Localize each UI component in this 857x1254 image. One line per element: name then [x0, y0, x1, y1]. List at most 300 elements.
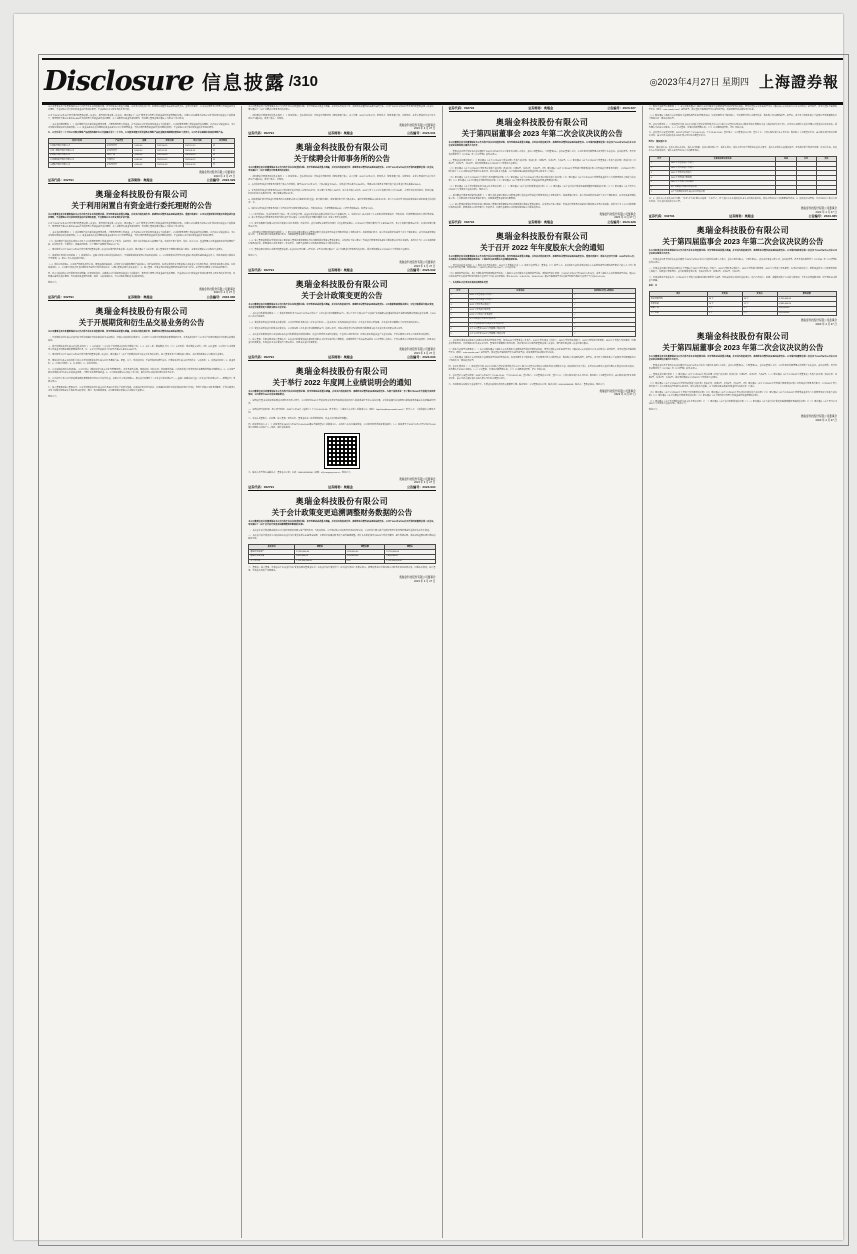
content-columns	[42, 106, 843, 1238]
body-text: 二、本次会计估计变更对公司的影响本次会计估计变更采用未来适用法处理，无需对已披露的财务报告进行追溯调整。预计本次变更将增加2023年度折旧费用，减少利润总额，具体影响金额以审计确认的数据为准。	[248, 535, 436, 541]
body-text: （二）独立董事的事前认可情况和独立意见独立董事经事前审阅认可后同意将该议案提交董事会审议，并发表如下独立意见：容诚会计师事务所具备证券期货相关业务执业资格，具有多年为上市公司提供审计服务的经验，能够满足公司财务审计工作的要求，续聘不会损害公司及股东特别是中小股东的利益。	[248, 240, 436, 246]
signature-date: 2023 年 4 月 27 日	[815, 418, 837, 422]
body-text: （三）审议通过《关于公司2022年度财务决算报告的议案》表决结果：同意9票，反对0票，弃权0票。（四）审议通过《关于公司2022年度利润分配预案的议案》经容诚会计师事务所审计，公司2022年度实现归属于上市公司股东的净利润为人民币元，拟以总股本为基数，向全体股东每10股派发现金红利人民币元（含税）。	[448, 168, 636, 174]
signature-block	[248, 124, 435, 131]
body-text: 五、公告日前十二个月内公司购买理财产品的情况截至本公告披露日前十二个月内，公司使用闲置自有资金购买理财产品的金额及到期赎回情况如下表所示，公司不存在逾期未收回的理财产品。	[48, 132, 225, 135]
table-cell: 2023-07-09	[184, 163, 212, 168]
table-header-cell: 非累积投票议案名称	[669, 156, 776, 161]
body-text: 三、股东大会投票注意事项（一）本公司股东通过上海证券交易所股东大会网络投票系统行使表决权的，既可以登陆交易系统投票平台（通过指定交易的证券公司交易终端）进行投票，也可以登陆互联网投票平台（网址：vote.sseinfo.com）进行投票。首次登陆互联网投票平台进行投票的，投资者需要完成股东身份认证。	[448, 348, 636, 354]
doc2-title: 关于开展期货和衍生品交易业务的公告	[78, 317, 205, 327]
table-cell: 7	[649, 190, 669, 195]
table-cell: 2022-09-20	[156, 153, 184, 158]
body-text: （三）审计收费审计收费定价原则为根据公司业务规模、所处行业、会计处理复杂程度以及审计工作量等因素确定。公司2022年度审计费用合计人民币80万元，其中年报审计费用60万元，内部控制审计费用20万元。	[248, 222, 436, 228]
table-cell: √	[573, 293, 636, 298]
body-text: （二）股东通过上海证券交易所股东大会网络投票系统行使表决权，如果其拥有多个股东账户，可以使用持有公司股票的任一股东账户参加网络投票。投票后，视为其全部股东账户下的相同类别普通股均已分别投出同一意见的表决票。	[448, 357, 636, 363]
signature-date: 2023 年 4 月 27 日	[815, 210, 837, 214]
body-text: 5、诚信记录容诚会计师事务所近三年因执业行为受到刑事处罚0次、行政处罚2次、监督管理措施10次、自律监管措施0次、纪律处分0次。	[248, 207, 375, 210]
doc1-code-line	[48, 178, 235, 184]
table-cell: 2022-10-12	[156, 158, 184, 163]
body-text: 二、拟续聘会计师事务所履行的程序（一）审计委员会审议意见公司董事会审计委员会对容诚会计师事务所的专业胜任能力、投资者保护能力、独立性和诚信状况进行了充分了解和审查，认为其具备足够的独立性、专业胜任能力及投资者保护能力，同意提请董事会审议续聘事项。	[448, 194, 636, 200]
security-code: 证券代码：002791	[248, 355, 275, 360]
table-cell: √	[573, 312, 636, 317]
body-text: 一、本次委托理财概况（一）委托理财目的为提高资金使用效率，合理利用闲置自有资金，在不影响公司正常经营及资金安全的前提下，公司拟使用闲置自有资金进行委托理财，以增加公司资金收益，为公司及股东谋取较好的投资回报。（二）资金来源本次委托理财的资金来源为公司自有闲置资金，不存在使用募集资金进行委托理财的情形，不会影响公司日常经营资金的正常周转需要。	[48, 123, 236, 129]
body-text: 本公司董事会及全体董事保证本公告内容不存在任何虚假记载、误导性陈述或者重大遗漏，并对其内容的真实性、准确性和完整性依法承担法律责任。重要内容提示：公司本次使用部分闲置自有资金进行委托理财，不会影响公司日常经营资金的正常周转需要，不会影响公司主营业务的正常开展。	[48, 214, 236, 220]
announcement-number: 公告编号：2023-031	[406, 130, 436, 135]
security-name: 证券简称：奥瑞金	[328, 268, 353, 273]
body-text: 本公司董事会及全体董事保证本公告内容不存在任何虚假记载、误导性陈述或者重大遗漏，并对其内容的真实性、准确性和完整性依法承担法律责任。重要内容提示：股东大会召开日期：2023年5月19日；本次股东大会采用的网络投票系统：上海证券交易所股东大会网络投票系统。	[448, 255, 636, 261]
paper-sheet	[14, 14, 843, 1240]
body-text: （十）审议通过《关于开展期货和衍生品交易业务的议案》（十一）审议通过《关于会计政策变更的议案》（十二）审议通过《关于会计估计变更及追溯调整财务数据的议案》（十三）审议通过《关于召开公司2022年年度股东大会的议案》。特此公告。	[448, 186, 636, 191]
masthead-right	[650, 71, 843, 92]
security-code: 证券代码：002791	[48, 178, 74, 183]
table-cell: 8,000.00	[133, 148, 156, 153]
doc7-company-name: 奥瑞金科技股份有限公司	[495, 118, 589, 127]
table-cell: 房屋及建筑物	[649, 297, 707, 302]
announcement-number: 公告编号：2023-035	[808, 214, 837, 219]
doc7-header	[449, 117, 636, 139]
signature-company: 奥瑞金科技股份有限公司董事会	[599, 389, 636, 393]
doc9-title: 关于第四届监事会 2023 年第二次会议决议的公告	[662, 237, 824, 247]
doc5-code-line	[248, 355, 435, 361]
table-header-cell: 变更后	[742, 292, 777, 297]
body-text: 特此公告。	[48, 281, 59, 284]
table-cell: 9,650,000.00	[385, 554, 435, 559]
body-text: （三）审议通过《关于公司2022年度财务决算报告的议案》表决结果：同意9票，反对0票，弃权0票。（四）审议通过《关于公司2022年度利润分配预案的议案》经容诚会计师事务所审计，公司2022年度实现归属于上市公司股东的净利润为人民币元，拟以总股本为基数，向全体股东每10股派发现金红利人民币元（含税）。	[648, 382, 837, 388]
doc4-header	[248, 279, 435, 301]
security-code: 证券代码：002791	[248, 268, 275, 273]
table-cell: 2022 年度董事会工作报告	[468, 293, 573, 298]
table-cell: 运输工具	[649, 306, 707, 311]
body-text: （二）股东通过上海证券交易所股东大会网络投票系统行使表决权，如果其拥有多个股东账户，可以使用持有公司股票的任一股东账户参加网络投票。投票后，视为其全部股东账户下的相同类别普通股均已分别投出同一意见的表决票。	[648, 114, 837, 120]
body-text: 四、投资者参加方式（一）投资者可在2023年5月10日15:00-16:00通过互联网登录上证路演中心，在线参与本次业绩说明会，公司将及时回答投资者的提问。（二）投资者可于2023年5月3日至5月9日16:00前访问网址或扫描下方二维码，进行会前提问。	[248, 423, 436, 429]
body-text: （三）变更后采用的会计政策本次变更后，公司将按照《企业会计准则解释第16号》的规定执行，其他未变更部分仍按照财政部前期颁布的企业会计准则及相关规定执行。	[248, 327, 405, 330]
table-cell: 5	[649, 180, 669, 185]
body-text: 五、公司采取的风险控制措施1、公司已制定《期货和衍生品交易业务管理制度》，对业务操作流程、审批权限、风险控制、信息隔离措施、内部风险报告制度及风险处理程序等做出明确规定。2、公司将严格控制期货和衍生品交易的资金规模，合理计划和使用保证金。3、公司将加强相关人员的专业培训，提高业务人员的风险意识和业务水平。	[48, 369, 236, 375]
body-text: 本公司董事会及全体董事保证本公告内容不存在任何虚假记载、误导性陈述或者重大遗漏，并对其内容的真实性、准确性和完整性依法承担法律责任。公司于2023年4月26日召开第四届董事会第二次会议，审议通过了《关于续聘会计师事务所的议案》。	[248, 106, 436, 111]
doc6-title: 关于会计政策变更追溯调整财务数据的公告	[271, 507, 413, 517]
signature-date: 2023 年 4 月 27 日	[815, 322, 837, 326]
doc3-company-name: 奥瑞金科技股份有限公司	[295, 142, 389, 152]
doc1-header	[48, 189, 235, 211]
signature-company: 奥瑞金科技股份有限公司董事会	[399, 477, 436, 481]
body-text: 附件1：授权委托书。委托人姓名或名称、委托人持股数、委托人股东账户号、受托人签名、受托人身份证号等信息由委托人填写。委托人对受托人的授权指示：对各项议案分别表示同意、反对或弃权。如委托人未作具体指示，受托人是否可以按自己的意思表决。	[648, 147, 837, 153]
security-name: 证券简称：奥瑞金	[729, 214, 754, 219]
table-cell: 4	[649, 176, 669, 181]
table-cell: 3,000.00	[133, 153, 156, 158]
table-cell: -3,480,000.00	[777, 301, 836, 306]
proxy-vote-table	[649, 156, 837, 195]
table-cell: 招商银行股份有限公司	[49, 153, 106, 158]
table-header-cell: 是否赎回	[211, 139, 234, 144]
doc7-code-line	[449, 106, 636, 112]
table-header-cell: 受托方名称	[49, 139, 106, 144]
body-text: 三、投资风险及风险控制措施（一）投资风险1、金融市场受宏观经济的影响较大，不排除该项投资受到市场波动的影响；2、公司将根据经济形势以及金融市场的变化适时适量的介入，因此投资的实际收益不可预期；3、相关工作人员的操作风险。	[48, 255, 236, 261]
table-header-cell: 影响金额	[777, 292, 836, 297]
body-text: 特此公告。	[248, 255, 259, 258]
body-text: （三）委托理财产品的基本情况公司及子公司拟使用闲置自有资金购买安全性高、流动性好、发行主体有保本约定的理财产品，包括但不限于银行、信托、证券公司、基金管理公司等金融机构发行的理财产品、结构性存款、大额存单、国债逆回购等，单个理财产品期限不超过12个月。	[48, 240, 236, 246]
table-cell: 1,230,000.00	[345, 550, 385, 555]
table-cell: 1,256,300,000.00	[385, 559, 435, 564]
body-text: 一、本次会计政策变更概述（一）变更原因财政部于2022年11月30日发布了《企业会计准则解释第16号》，规定了对于单项交易产生的资产和负债相关的递延所得税不适用初始确认豁免的会计处理，自2023年1月1日起施行。	[248, 312, 436, 318]
signature-company: 奥瑞金科技股份有限公司董事会	[198, 171, 236, 175]
table-cell: 2022 年度财务决算报告	[669, 171, 776, 176]
body-text: （二）风险控制措施1、公司将严格筛选发行主体，审慎选择投资品种，并及时分析和跟踪理财产品的投向、项目进展情况，如评估发现存在可能影响公司资金安全的风险因素，将及时采取相应措施，控制投资风险。2、公司审计部负责对委托理财业务进行日常监督和检查，定期向董事会审计委员会报告。3、独立董事、监事会有权对资金使用情况进行监督与检查，必要时可以聘请专业机构进行审计。	[48, 264, 236, 270]
table-cell: 3	[649, 171, 669, 176]
body-text: 公司于2023年4月26日召开第四届董事会第二次会议、第四届监事会第二次会议，审议通过了《关于使用部分闲置自有资金进行现金管理的议案》，同意公司在确保不影响公司正常经营和资金安全的前提下，使用额度不超过人民币30,000万元的闲置自有资金进行委托理财，在上述额度内资金可滚动使用，有效期自董事会审议通过之日起12个月内有效。	[48, 223, 236, 228]
table-cell: 8,420,000.00	[295, 554, 345, 559]
table-cell: 否	[211, 163, 234, 168]
table-header-cell: 投票股东类型 A股股东	[573, 289, 636, 294]
table-cell[interactable]	[776, 190, 796, 195]
signature-date: 2023 年 4 月 27 日	[414, 481, 436, 485]
announcement-number: 公告编号：2023-029	[206, 178, 236, 183]
table-cell: √	[573, 298, 636, 303]
body-text: 一、本次会计估计变更概述根据公司实际经营情况及固定资产使用状况，为更加客观、公允地反映公司的财务状况和经营成果，公司对部分固定资产的预计使用年限及残值率进行重新评估并作出变更。	[248, 529, 432, 532]
table-cell: 中国银行股份有限公司	[49, 144, 106, 149]
table-cell: 3	[449, 303, 468, 308]
body-text: 五、会议登记方法登记时间：2023年5月18日上午9:00-11:30，下午13:30-17:00；登记地点：公司董事会办公室；登记方式：自然人股东须持本人身份证、股东账户卡办理登记手续；法人股东须持营业执照复印件、法定代表人授权委托书和出席人身份证办理登记手续。	[648, 132, 837, 138]
body-text: 本公司董事会及全体董事保证本公告内容不存在任何虚假记载、误导性陈述或者重大遗漏，并对其内容的真实性、准确性和完整性依法承担法律责任。	[48, 330, 186, 333]
masthead-paper-name: 上海證券報	[758, 72, 839, 91]
table-cell: 3 年	[707, 311, 742, 316]
table-cell: 2022-06-15	[156, 144, 184, 149]
doc5-company-name: 奥瑞金科技股份有限公司	[295, 367, 389, 377]
body-text: 三、审议程序公司于2023年4月26日召开第四届董事会第二次会议，审议通过了《关于开展期货和衍生品交易业务的议案》，独立董事发表了同意的独立意见。本议案尚需提交公司股东大会审议。	[48, 354, 226, 357]
table-cell: 2023-03-20	[184, 153, 212, 158]
table-cell: 2022 年度财务决算报告	[468, 303, 573, 308]
signature-company: 奥瑞金科技股份有限公司董事会	[198, 287, 236, 291]
signature-block	[248, 478, 435, 485]
body-text: 特此公告。	[648, 409, 660, 412]
table-cell: 是	[211, 148, 234, 153]
signature-block	[248, 576, 435, 583]
security-code: 证券代码：002791	[648, 214, 675, 219]
body-text: （二）变更前采用的会计政策本次变更前，公司执行财政部颁布的《企业会计准则——基本准则》和各项具体会计准则、企业会计准则应用指南、企业会计准则解释公告以及其他相关规定。	[248, 321, 421, 324]
table-cell: 1,256,300,000.00	[295, 559, 345, 564]
doc7-company-name-bottom: 奥瑞金科技股份有限公司	[696, 332, 790, 342]
security-name: 证券简称：奥瑞金	[328, 484, 353, 489]
body-text: 本公司董事会及全体董事保证本公告内容不存在任何虚假记载、误导性陈述或者重大遗漏，并对其内容的真实性、准确性和完整性依法承担法律责任。公司根据财政部相关规定，对会计政策进行相应变更，本次会计政策变更无需提交股东大会审议。	[248, 304, 436, 310]
body-text: （二）项目信息1、基本信息项目合伙人、签字注册会计师、质量控制复核人的相关信息详见公告披露内容。2、诚信记录上述人员近三年未受到任何刑事处罚、行政处罚、监督管理措施及自律监管措施。3、独立性容诚会计师事务所及项目组成员不存在违反《中国注册会计师职业道德守则》对独立性要求的情形。	[248, 213, 436, 219]
table-cell[interactable]	[796, 190, 816, 195]
table-header-cell: 同意	[776, 156, 796, 161]
table-cell: 2022 年年度报告及其摘要	[468, 312, 573, 317]
table-cell: 大额存单	[105, 158, 132, 163]
doc5-title: 关于举行 2022 年度网上业绩说明会的通知	[272, 378, 412, 388]
table-cell: 关于续聘会计师事务所的议案	[468, 317, 573, 322]
body-text: 七、独立董事意见独立董事认为：公司开展期货和衍生品交易业务是以正常生产经营为基础，以具体经营业务为依托，以规避和防范原材料价格波动风险为目的，有利于增强公司财务稳健性，不存在损害公司及全体股东特别是中小股东利益的情形。我们一致同意该事项，并同意将该议案提交公司股东大会审议。	[48, 386, 236, 392]
doc9-code-line	[649, 214, 837, 220]
table-caption: 一、本次股东大会审议议案及投票股东类型	[448, 282, 488, 285]
body-text: 本公司董事会及全体董事保证本公告内容不存在任何虚假记载、误导性陈述或者重大遗漏，并对其内容的真实性、准确性和完整性依法承担法律责任。公司于2023年4月26日召开第四届董事会第二次会议，审议通过了《关于续聘会计师事务所的议案》。	[248, 166, 436, 172]
table-cell: 是	[211, 144, 234, 149]
table-cell: 结构性存款	[105, 144, 132, 149]
signature-company: 奥瑞金科技股份有限公司董事会	[599, 212, 636, 216]
table-cell: √	[573, 308, 636, 313]
body-text: （三）董事会审议情况公司第四届董事会第二次会议以9票同意、0票反对、0票弃权审议通过了《关于续聘会计师事务所的议案》，该议案尚需提交公司2022年年度股东大会审议。	[248, 249, 412, 252]
signature-block	[449, 213, 636, 220]
body-text: 二、说明会召开的时间、地点召开时间：2023年5月10日（星期三）下午15:00-16:00；召开地点：上海证券交易所上证路演中心（网址：http://roadshow.sseinfo.com/）；召开方式：上证路演中心网络互动。	[248, 409, 436, 414]
wealth-management-table	[48, 138, 235, 168]
masthead-page-number: /310	[288, 72, 319, 90]
masthead	[42, 58, 843, 105]
table-cell: 12,560,000.00	[295, 550, 345, 555]
doc9-header	[649, 225, 837, 247]
security-code: 证券代码：002791	[48, 294, 74, 299]
signature-block	[48, 288, 235, 295]
signature-block	[449, 390, 636, 397]
table-header-cell: 序号	[449, 289, 468, 294]
table-header-cell: 项目	[649, 292, 707, 297]
signature-company: 奥瑞金科技股份有限公司监事会	[800, 319, 837, 323]
table-cell: 2022-12-15	[184, 144, 212, 149]
table-cell: 关于公司监事 2023 年度薪酬方案的议案	[468, 332, 573, 337]
announcement-number: 公告编号：2023-032	[406, 268, 436, 273]
body-text: 二、会议审议事项本次股东大会审议议案及投票股东类型，包括2022年度董事会工作报告、2022年度监事会工作报告、2022年度财务决算报告、2022年度利润分配预案、2022年年度报告及其摘要、续聘会计师事务所、开展期货和衍生品交易业务、董事及监事薪酬方案等议案，各议案已经公司第四届董事会第二次会议、第四届监事会第二次会议审议通过。	[448, 339, 636, 345]
doc8-company-name: 奥瑞金科技股份有限公司	[495, 231, 589, 241]
table-cell: 结构性存款	[105, 148, 132, 153]
table-cell: 2023-01-01	[184, 148, 212, 153]
table-cell: 是	[211, 158, 234, 163]
doc9-company-name: 奥瑞金科技股份有限公司	[696, 226, 790, 236]
body-text: （五）审议通过《关于公司2022年年度报告及其摘要的议案》（六）审议通过《关于公司2022年度内部控制评价报告的议案》（七）审议通过《关于公司2022年度募集资金存放与实际使用情况专项报告的议案》（八）审议通过《关于续聘会计师事务所的议案》（九）审议通过《关于使用部分闲置自有资金进行现金管理的议案》。	[648, 391, 837, 397]
table-cell: 2022 年度监事会工作报告	[468, 298, 573, 303]
body-text: 本公司董事会及全体董事保证本公告内容不存在任何虚假记载、误导性陈述或者重大遗漏，并对其内容的真实性、准确性和完整性依法承担法律责任。公司于2023年4月26日召开第四届董事会第二次会议，审议通过了《关于会计估计变更及追溯调整财务数据的议案》。	[248, 520, 436, 526]
table-cell: 0.00	[345, 559, 385, 564]
table-cell: 关于续聘会计师事务所的议案	[669, 185, 776, 190]
body-text: 二、董事会会议审议情况（一）审议通过《关于公司2022年度总经理工作报告的议案》表决结果：同意9票，反对0票，弃权0票。（二）审议通过《关于公司2022年度董事会工作报告的议案》表决结果：同意9票，反对0票，弃权0票。该议案尚需提交公司2022年年度股东大会审议。	[648, 374, 837, 379]
table-row	[649, 311, 836, 316]
table-cell: 递延所得税负债	[249, 554, 295, 559]
doc2-header	[48, 306, 235, 328]
table-cell: 2022-07-01	[156, 148, 184, 153]
doc4-code-line	[248, 268, 435, 274]
signature-date: 2023 年 4 月 27 日	[614, 393, 636, 397]
table-row	[649, 190, 836, 195]
table-cell: 8	[449, 327, 468, 332]
table-row	[449, 332, 635, 337]
table-cell: 2022 年度利润分配预案	[468, 308, 573, 313]
signature-date: 2023 年 4 月 27 日	[213, 291, 236, 295]
body-text: 三、参加人员董事长、总经理、独立董事、财务总监、董事会秘书（如有特殊情况，参会人员可能进行调整）。	[248, 417, 350, 420]
doc4-title: 关于会计政策变更的公告	[301, 291, 383, 301]
retrospective-adjustment-table	[248, 544, 435, 564]
security-name: 证券简称：奥瑞金	[328, 130, 353, 135]
table-header-cell: 议案名称	[468, 289, 573, 294]
announcement-number: 公告编号：2023-028	[607, 219, 636, 224]
security-code: 证券代码：002791	[448, 219, 475, 224]
body-text: 一、董事会会议召开情况本次会议通知于2023年4月16日以电子邮件及书面方式发出，会议应到董事9人，实到董事9人。会议由董事长主持，公司监事及高级管理人员列席了本次会议。会议的召集、召开及表决程序符合《公司法》及《公司章程》的有关规定。	[448, 150, 636, 156]
table-header-cell: 起始日期	[156, 139, 184, 144]
table-cell: 5 年	[707, 306, 742, 311]
table-cell: 1,230,000.00	[345, 554, 385, 559]
body-text: 四、会议出席对象（一）股权登记日收市后在中国证券登记结算有限责任公司上海分公司登记在册的公司股东有权出席股东大会（具体情况详见下表），并可以以书面形式委托代理人出席会议和参加表决。该代理人不必是公司股东。（二）公司董事、监事和高级管理人员。（三）公司聘请的律师。（四）其他人员。	[648, 123, 837, 129]
table-cell: 关于公司董事 2023 年度薪酬方案的议案	[468, 327, 573, 332]
qr-code	[325, 434, 359, 468]
table-header-cell: 变更前	[707, 292, 742, 297]
table-cell: 电子设备	[649, 311, 707, 316]
body-text: 二、审议程序公司于2023年4月26日召开第四届董事会第二次会议和第四届监事会第二次会议，审议通过了上述议案，独立董事发表了明确同意的独立意见，本事项无需提交公司股东大会审议。	[48, 249, 225, 252]
signature-date: 2023 年 4 月 27 日	[414, 127, 436, 131]
accounting-estimate-table	[649, 291, 837, 316]
security-code: 证券代码：002791	[448, 106, 475, 110]
table-cell: 2022 年度利润分配预案	[669, 176, 776, 181]
table-cell: 机器设备	[649, 301, 707, 306]
vote-agenda-table	[449, 288, 636, 337]
table-cell: 1	[449, 293, 468, 298]
body-text: 五、联系人及咨询办法联系人：董事会办公室；电话：0000-00000000；邮箱：ir@company.com.cn。特此公告。	[248, 471, 353, 474]
table-cell: -410,000.00	[777, 311, 836, 316]
masthead-date: ◎2023年4月27日 星期四	[649, 76, 749, 87]
signature-date: 2023 年 4 月 27 日	[414, 264, 436, 268]
table-cell: 1	[649, 161, 669, 166]
table-cell: 6,000.00	[133, 158, 156, 163]
table-cell: 2022 年年度报告及其摘要	[669, 180, 776, 185]
column-1	[42, 106, 242, 1238]
table-cell: 30 年	[742, 297, 777, 302]
table-cell[interactable]	[816, 190, 836, 195]
body-text: （五）网络投票的系统、起止日期和投票时间网络投票系统：上海证券交易所股东大会网络投票系统，网络投票起止时间：自2023年5月19日至2023年5月19日。采用上海证券交易所网络投票系统，通过交易系统投票平台的投票时间为股东大会召开当日的交易时间段，即9:15-9:25、9:30-11:30、13:00-15:00；通过互联网投票平台的投票时间为股东大会召开当日的9:15-15:00。	[448, 273, 636, 279]
table-header-cell: 调整金额	[345, 545, 385, 550]
doc7-title: 关于第四届董事会 2023 年第二次会议决议的公告	[461, 129, 623, 138]
table-cell: 20 年	[707, 297, 742, 302]
body-text: 三、股东大会投票注意事项（一）本公司股东通过上海证券交易所股东大会网络投票系统行使表决权的，既可以登陆交易系统投票平台（通过指定交易的证券公司交易终端）进行投票，也可以登陆互联网投票平台（网址：vote.sseinfo.com）进行投票。首次登陆互联网投票平台进行投票的，投资者需要完成股东身份认证。	[648, 106, 837, 111]
doc2-code-line	[48, 295, 235, 301]
signature-block	[649, 319, 837, 326]
table-caption: 附件1：授权委托书	[648, 141, 667, 144]
table-cell: √	[573, 322, 636, 327]
table-header-cell: 报表项目	[249, 545, 295, 550]
body-text: 五、会议登记方法登记时间：2023年5月18日上午9:00-11:30，下午13:30-17:00；登记地点：公司董事会办公室；登记方式：自然人股东须持本人身份证、股东账户卡办理登记手续；法人股东须持营业执照复印件、法定代表人授权委托书和出席人身份证办理登记手续。	[448, 375, 636, 380]
security-name: 证券简称：奥瑞金	[127, 294, 153, 299]
announcement-number: 公告编号：2023-034	[406, 484, 436, 489]
security-name: 证券简称：奥瑞金	[328, 355, 353, 360]
doc3-code-line	[248, 131, 435, 137]
body-text: 特此公告。	[48, 395, 59, 398]
table-header-cell: 调整前	[295, 545, 345, 550]
body-text: 一、开展期货和衍生品交易的目的为有效规避原材料价格波动带来的风险，增强公司的风险防范能力，公司及子公司拟开展商品期货套期保值业务，业务品种仅限于与公司生产经营所需的原材料相关的期货品种。	[48, 336, 236, 342]
table-cell: √	[573, 327, 636, 332]
body-text: 四、对公司的影响公司目前财务状况稳健，经营情况良好。在确保公司日常运营和资金安全的前提下，使用部分闲置自有资金进行委托理财，不会影响公司日常资金正常周转需要及主营业务的正常开展，同时通过适度的委托理财，可以提高资金使用效率，获得一定的投资收益，为公司股东谋取更多的投资回报。	[48, 273, 236, 278]
table-cell: 4	[449, 308, 468, 313]
doc3-title: 关于续聘会计师事务所的公告	[293, 153, 390, 163]
body-text: 六、公允价值分析公司开展的商品期货套期保值业务以公允价值计量，按照公开市场价格确定，相关会计处理符合《企业会计准则第22号——金融工具确认和计量》《企业会计准则第24号——套期会计》等相关规定。	[48, 377, 236, 383]
table-cell: √	[573, 317, 636, 322]
doc4-company-name: 奥瑞金科技股份有限公司	[295, 280, 389, 290]
table-cell: 13,790,000.00	[385, 550, 435, 555]
signature-company: 奥瑞金科技股份有限公司董事会	[800, 415, 837, 419]
table-cell: 5	[449, 312, 468, 317]
body-text: 一、召开会议的基本情况（一）股东大会类型和届次：2022年年度股东大会（二）股东大会召集人：董事会（三）投票方式：本次股东大会所采用的表决方式是现场投票和网络投票相结合的方式（四）现场会议召开的日期、时间和地点：2023年5月19日14点00分，公司会议室。	[448, 264, 636, 270]
table-header-cell: 反对	[796, 156, 816, 161]
table-caption: 单位：元	[648, 285, 658, 288]
signature-date: 2023 年 4 月 27 日	[414, 351, 436, 355]
table-cell: 2022 年度董事会工作报告	[669, 161, 776, 166]
security-name: 证券简称：奥瑞金	[127, 178, 153, 183]
doc7-title-bottom: 关于第四届董事会 2023 年第二次会议决议的公告	[662, 343, 824, 353]
announcement-number: 公告编号：2023-033	[406, 355, 436, 360]
body-text: 二、拟续聘会计师事务所履行的程序（一）审计委员会审议意见公司董事会审计委员会对容诚会计师事务所的专业胜任能力、投资者保护能力、独立性和诚信状况进行了充分了解和审查，认为其具备足够的独立性、专业胜任能力及投资者保护能力，同意提请董事会审议续聘事项。	[248, 231, 436, 237]
table-header-cell: 调整后	[385, 545, 435, 550]
table-cell: 2022 年度监事会工作报告	[669, 166, 776, 171]
table-cell: 关于开展期货和衍生品交易业务的议案	[468, 322, 573, 327]
table-header-cell: 弃权	[816, 156, 836, 161]
table-cell: 5,000.00	[133, 144, 156, 149]
doc8-header	[449, 231, 636, 253]
table-cell: 4,000.00	[133, 163, 156, 168]
table-cell: 2023-01-09	[156, 163, 184, 168]
table-cell: 6	[449, 317, 468, 322]
signature-company: 奥瑞金科技股份有限公司董事会	[399, 123, 436, 127]
body-text: 本公司董事会及全体董事保证本公告内容不存在任何虚假记载、误导性陈述或者重大遗漏，并对其内容的真实性、准确性和完整性依法承担法律责任。公司第四届董事会第二次会议于2023年4月26日在公司会议室以现场结合通讯方式召开。	[648, 356, 837, 362]
table-cell: 5 年	[742, 311, 777, 316]
signature-block	[649, 415, 837, 422]
masthead-chinese-title: 信息披露	[201, 72, 286, 94]
table-header-cell: 序号	[649, 156, 669, 161]
body-text: 本公司董事会及全体董事保证本公告内容不存在任何虚假记载、误导性陈述或者重大遗漏，并对其内容的真实性、准确性和完整性依法承担法律责任。公司第四届董事会第二次会议于2023年4月26日在公司会议室以现场结合通讯方式召开。	[448, 142, 636, 147]
column-2	[242, 106, 442, 1238]
signature-date: 2023 年 4 月 27 日	[213, 174, 236, 178]
table-cell: 2	[449, 298, 468, 303]
body-text: 三、董事会、独立董事、监事会关于本次会计估计变更的意见董事会认为：本次会计估计变更符合《企业会计准则》及相关规定，能够更客观公允地反映公司财务状况和经营成果，同意本次变更。独立董事、监事会均发表了同意意见。	[248, 567, 436, 573]
signature-date: 2023 年 4 月 27 日	[414, 579, 436, 583]
body-text: 一、说明会类型本次投资者说明会以网络互动形式召开，公司将针对2022年度的经营成果及财务指标的具体情况与投资者进行互动交流和沟通，在信息披露允许的范围内就投资者普遍关注的问题进行回答。	[248, 400, 436, 406]
security-name: 证券简称：奥瑞金	[528, 219, 554, 224]
table-header-cell: 终止日期	[184, 139, 212, 144]
doc1-company-name: 奥瑞金科技股份有限公司	[95, 190, 188, 200]
security-name: 证券简称：奥瑞金	[528, 106, 554, 110]
table-cell: 6	[649, 185, 669, 190]
table-cell: √	[573, 332, 636, 337]
table-cell: 8 年	[742, 306, 777, 311]
doc6-code-line	[248, 485, 435, 491]
security-code: 证券代码：002791	[248, 484, 275, 489]
security-code: 证券代码：002791	[248, 130, 275, 135]
body-text: 二、本次会计政策变更对公司的影响本次会计政策变更系根据国家统一的会计制度要求进行的变更，不会对公司财务状况、经营成果和现金流量产生重大影响，不存在损害公司及中小股东利益的情形。	[248, 333, 432, 336]
doc2-company-name: 奥瑞金科技股份有限公司	[95, 306, 188, 316]
body-text: 一、拟续聘会计师事务所的基本情况（一）机构信息1、基本信息名称：容诚会计师事务所（特殊普通合伙），成立日期：2011年12月22日，组织形式：特殊普通合伙，注册地址：北京市西城区阜成门外大街22号1幢19层，首席合伙人：肖厚发。	[248, 175, 436, 181]
body-text: （十）审议通过《关于开展期货和衍生品交易业务的议案》（十一）审议通过《关于会计政策变更的议案》（十二）审议通过《关于会计估计变更及追溯调整财务数据的议案》（十三）审议通过《关于召开公司2022年年度股东大会的议案》。特此公告。	[648, 400, 837, 406]
signature-date: 2023 年 4 月 27 日	[614, 216, 636, 220]
table-cell: 理财产品	[105, 153, 132, 158]
body-text: 一、拟续聘会计师事务所的基本情况（一）机构信息1、基本信息名称：容诚会计师事务所（特殊普通合伙），成立日期：2011年12月22日，组织形式：特殊普通合伙，注册地址：北京市西城区阜成门外大街22号1幢19层，首席合伙人：肖厚发。	[248, 114, 436, 120]
body-text: 三、监事会意见监事会认为：公司2022年年度报告的编制和审议程序符合法律、行政法规和中国证监会的规定，报告内容真实、准确、完整地反映了公司的实际情况，不存在任何虚假记载、误导性陈述或者重大遗漏。	[648, 276, 837, 282]
doc6-header	[248, 496, 435, 518]
doc1-title: 关于利用闲置自有资金进行委托理财的公告	[71, 201, 212, 211]
doc5-header	[248, 366, 435, 388]
table-cell: 7	[449, 322, 468, 327]
table-cell: 2	[649, 166, 669, 171]
body-text: 3、业务信息容诚会计师事务所2022年度经审计的业务收入总额为25亿元，其中审计业务收入20亿元，证券业务收入9亿元。2022年度上市公司年报审计客户共计320家，主要行业涉及制造业、信息传输、软件和信息技术服务业等，审计收费总额3.5亿元。	[248, 190, 436, 196]
body-text: 注：1、委托人应在委托书中“同意”、“反对”或“弃权”意向中选择一个并打“√”，对于委托人在本授权委托书中未作具体指示的，受托人有权按自己的意愿进行表决。2、授权委托书剪报、复印或按以上格式自制均有效；单位委托须加盖单位公章。	[648, 198, 837, 204]
column-4	[643, 106, 843, 1238]
table-cell: 是	[211, 153, 234, 158]
table-cell: 中国建设银行股份有限公司	[49, 158, 106, 163]
body-text: 本公司董事会及全体董事保证本公告内容不存在任何虚假记载、误导性陈述或者重大遗漏，并对其内容的真实性、准确性和完整性依法承担法律责任。重要内容提示：公司本次使用部分闲置自有资金进行委托理财，不会影响公司日常经营资金的正常周转需要，不会影响公司主营业务的正常开展。	[48, 106, 236, 111]
doc7-header-bottom	[649, 331, 837, 353]
doc6-company-name: 奥瑞金科技股份有限公司	[295, 496, 389, 506]
table-cell: 交通银行股份有限公司	[49, 163, 106, 168]
table-cell: 中国工商银行股份有限公司	[49, 148, 106, 153]
body-text: 一、本次委托理财概况（一）委托理财目的为提高资金使用效率，合理利用闲置自有资金，在不影响公司正常经营及资金安全的前提下，公司拟使用闲置自有资金进行委托理财，以增加公司资金收益，为公司及股东谋取较好的投资回报。（二）资金来源本次委托理财的资金来源为公司自有闲置资金，不存在使用募集资金进行委托理财的情形，不会影响公司日常经营资金的正常周转需要。	[48, 231, 236, 237]
doc8-title: 关于召开 2022 年年度股东大会的通知	[480, 242, 605, 252]
body-text: （五）审议通过《关于公司2022年年度报告及其摘要的议案》（六）审议通过《关于公司2022年度内部控制评价报告的议案》（七）审议通过《关于公司2022年度募集资金存放与实际使用情况专项报告的议案》（八）审议通过《关于续聘会计师事务所的议案》（九）审议通过《关于使用部分闲置自有资金进行现金管理的议案》。	[448, 177, 636, 183]
body-text: 本公司董事会及全体董事保证本公告内容不存在任何虚假记载、误导性陈述或者重大遗漏，并对其内容的真实性、准确性和完整性依法承担法律责任。为便于投资者进一步了解公司2022年年度报告及经营情况，公司将举行2022年度业绩说明会。	[248, 391, 436, 397]
table-row	[249, 559, 435, 564]
table-cell: 关于开展期货和衍生品交易业务的议案	[669, 190, 776, 195]
body-text: （二）独立董事的事前认可情况和独立意见独立董事经事前审阅认可后同意将该议案提交董事会审议，并发表如下独立意见：容诚会计师事务所具备证券期货相关业务执业资格，具有多年为上市公司提供审计服务的经验，能够满足公司财务审计工作的要求，续聘不会损害公司及股东特别是中小股东的利益。	[448, 203, 636, 209]
table-cell: 12 年	[742, 301, 777, 306]
